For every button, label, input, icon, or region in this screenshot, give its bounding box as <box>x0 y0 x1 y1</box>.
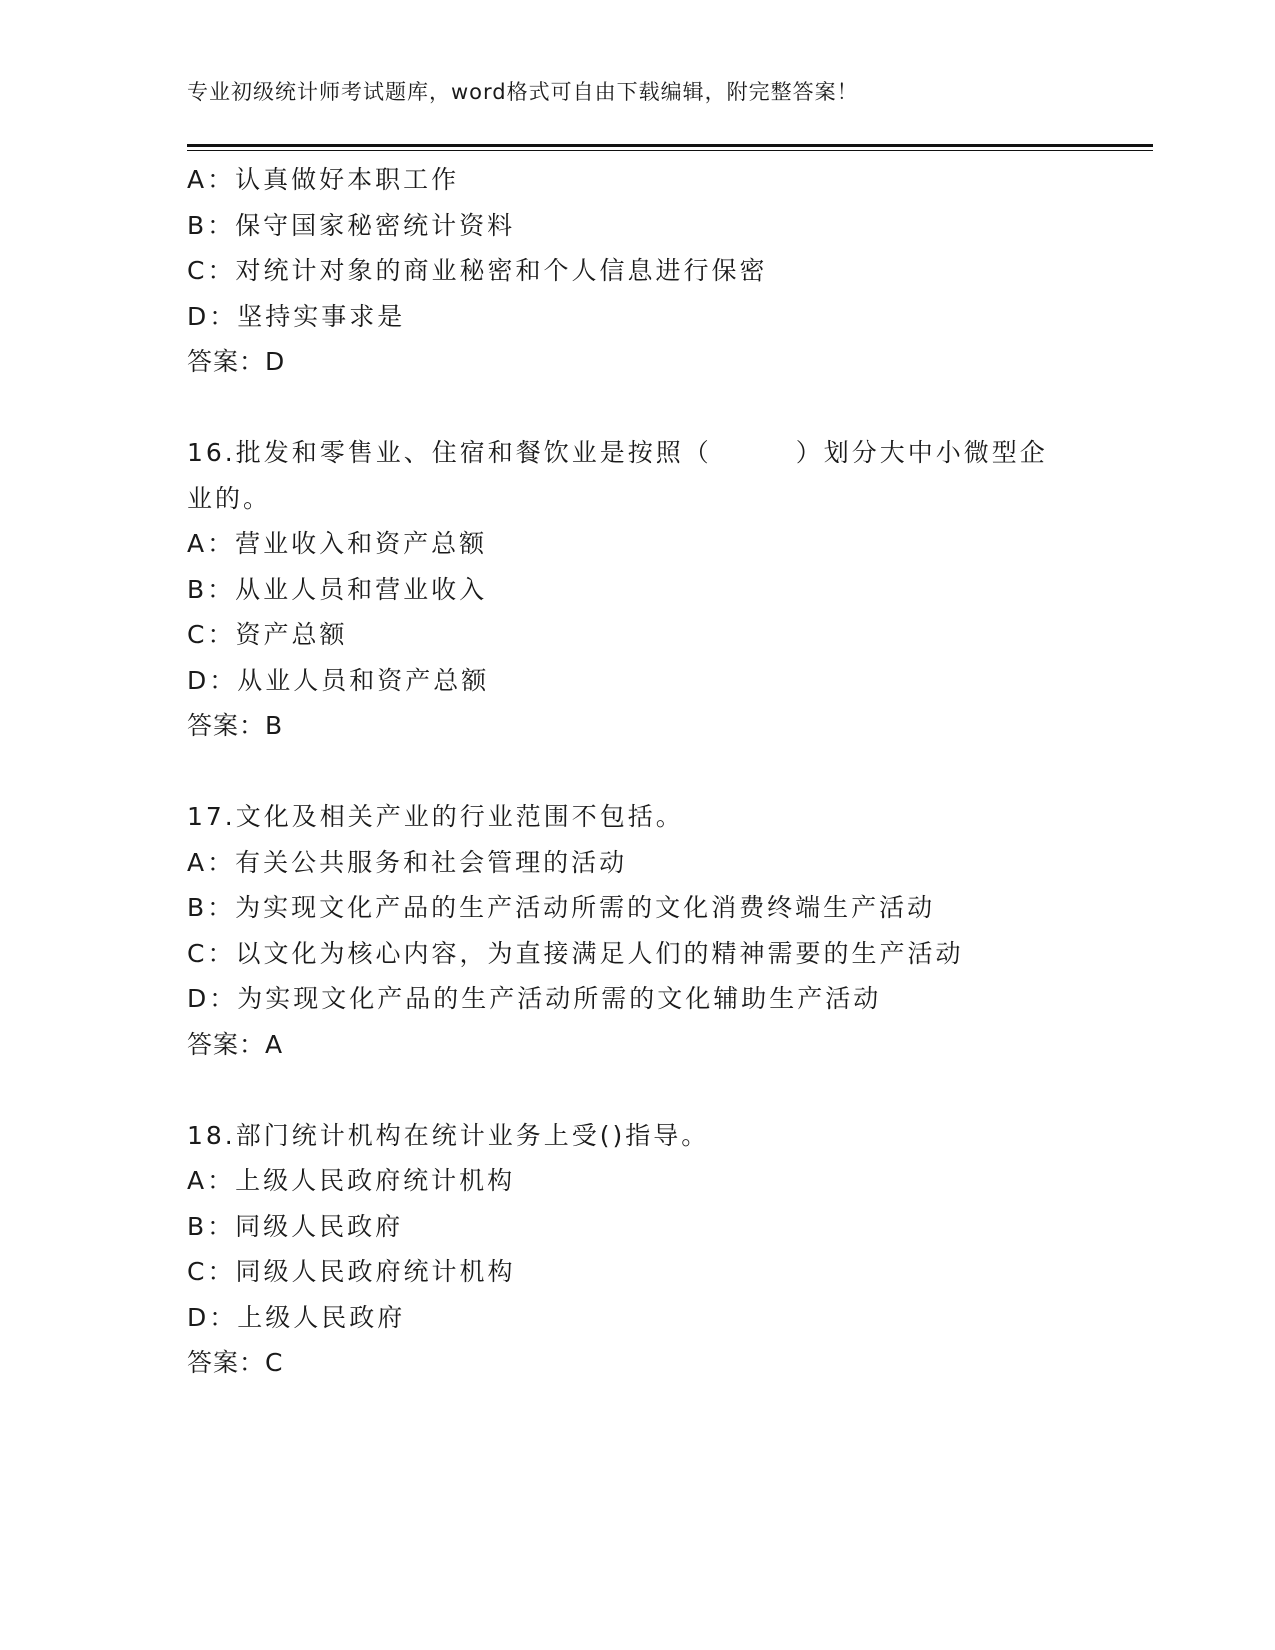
option-d: D：上级人民政府 <box>187 1302 406 1332</box>
question-stem-continued: 业的。 <box>187 483 272 513</box>
option-b: B：从业人员和营业收入 <box>187 574 488 604</box>
question-stem: 16.批发和零售业、住宿和餐饮业是按照（ ）划分大中小微型企 <box>187 438 1048 467</box>
question-stem: 17.文化及相关产业的行业范围不包括。 <box>187 802 684 831</box>
option-a: A：认真做好本职工作 <box>187 165 460 194</box>
spacer <box>187 749 1087 795</box>
page-header: 专业初级统计师考试题库，word格式可自由下载编辑，附完整答案！ <box>187 80 859 104</box>
question-16 <box>187 430 1087 749</box>
option-a: A：有关公共服务和社会管理的活动 <box>187 847 628 877</box>
answer: 答案：C <box>187 1348 284 1377</box>
question-17 <box>187 794 1087 1067</box>
option-c: C：资产总额 <box>187 620 348 649</box>
spacer <box>187 1067 1087 1113</box>
header-divider-thin <box>187 150 1153 151</box>
option-b: B：同级人民政府 <box>187 1211 404 1241</box>
answer: 答案：B <box>187 711 284 740</box>
option-d: D：从业人员和资产总额 <box>187 665 490 695</box>
answer: 答案：D <box>187 347 286 376</box>
question-18 <box>187 1113 1087 1386</box>
option-a: A：上级人民政府统计机构 <box>187 1166 516 1195</box>
question-content <box>187 157 1087 1386</box>
answer: 答案：A <box>187 1029 284 1059</box>
option-b: B：为实现文化产品的生产活动所需的文化消费终端生产活动 <box>187 893 936 922</box>
option-a: A：营业收入和资产总额 <box>187 529 488 558</box>
option-c: C：以文化为核心内容，为直接满足人们的精神需要的生产活动 <box>187 938 964 968</box>
question-stem: 18.部门统计机构在统计业务上受()指导。 <box>187 1120 710 1150</box>
option-d: D：坚持实事求是 <box>187 301 406 331</box>
header-divider-thick <box>187 144 1153 147</box>
option-d: D：为实现文化产品的生产活动所需的文化辅助生产活动 <box>187 984 882 1013</box>
option-c: C：对统计对象的商业秘密和个人信息进行保密 <box>187 256 768 285</box>
spacer <box>187 385 1087 431</box>
option-c: C：同级人民政府统计机构 <box>187 1257 516 1286</box>
question-15 <box>187 157 1087 385</box>
option-b: B：保守国家秘密统计资料 <box>187 210 516 240</box>
